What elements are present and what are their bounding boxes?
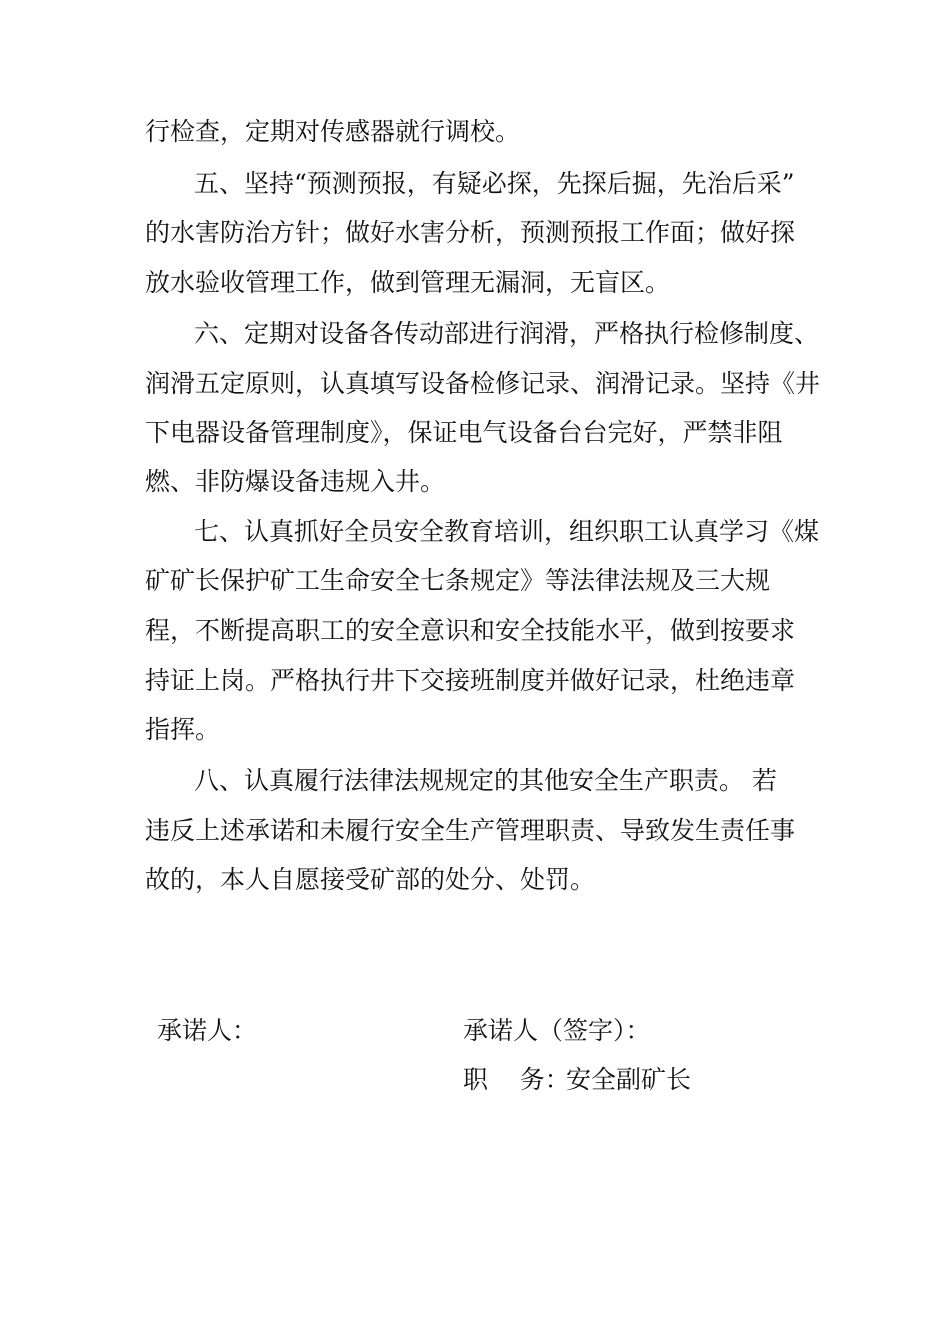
paragraph-line: 下电器设备管理制度》，保证电气设备台台完好，严禁非阻 (145, 418, 783, 447)
paragraph-line: 放水验收管理工作，做到管理无漏洞，无盲区。 (145, 268, 671, 297)
paragraph-line: 程，不断提高职工的安全意识和安全技能水平，做到按要求 (145, 616, 796, 645)
paragraph-line: 五、坚持“预测预报，有疑必探，先探后掘，先治后采” (194, 169, 795, 198)
paragraph-line: 违反上述承诺和未履行安全生产管理职责、导致发生责任事 (145, 816, 796, 845)
promisor-signature-label: 承诺人（签字）： (463, 1016, 651, 1045)
paragraph-line: 矿矿长保护矿工生命安全七条规定》等法律法规及三大规 (145, 566, 771, 595)
paragraph-line: 持证上岗。严格执行井下交接班制度并做好记录，杜绝违章 (145, 666, 796, 695)
paragraph-line: 的水害防治方针；做好水害分析，预测预报工作面；做好探 (145, 218, 796, 247)
paragraph-line: 润滑五定原则，认真填写设备检修记录、润滑记录。坚持《井 (145, 369, 821, 398)
paragraph-line: 行检查，定期对传感器就行调校。 (145, 117, 521, 146)
position-value: 安全副矿长 (566, 1065, 692, 1094)
paragraph-line: 故的，本人自愿接受矿部的处分、处罚。 (145, 865, 596, 894)
paragraph-line: 燃、非防爆设备违规入井。 (145, 467, 446, 496)
paragraph-line: 七、认真抓好全员安全教育培训，组织职工认真学习《煤 (194, 517, 820, 546)
paragraph-line: 八、认真履行法律法规规定的其他安全生产职责。 若 (194, 766, 777, 795)
promisor-label: 承诺人： (157, 1016, 258, 1045)
position-label: 职 务： (463, 1065, 570, 1094)
paragraph-line: 指挥。 (145, 715, 221, 744)
paragraph-line: 六、定期对设备各传动部进行润滑，严格执行检修制度、 (194, 319, 820, 348)
